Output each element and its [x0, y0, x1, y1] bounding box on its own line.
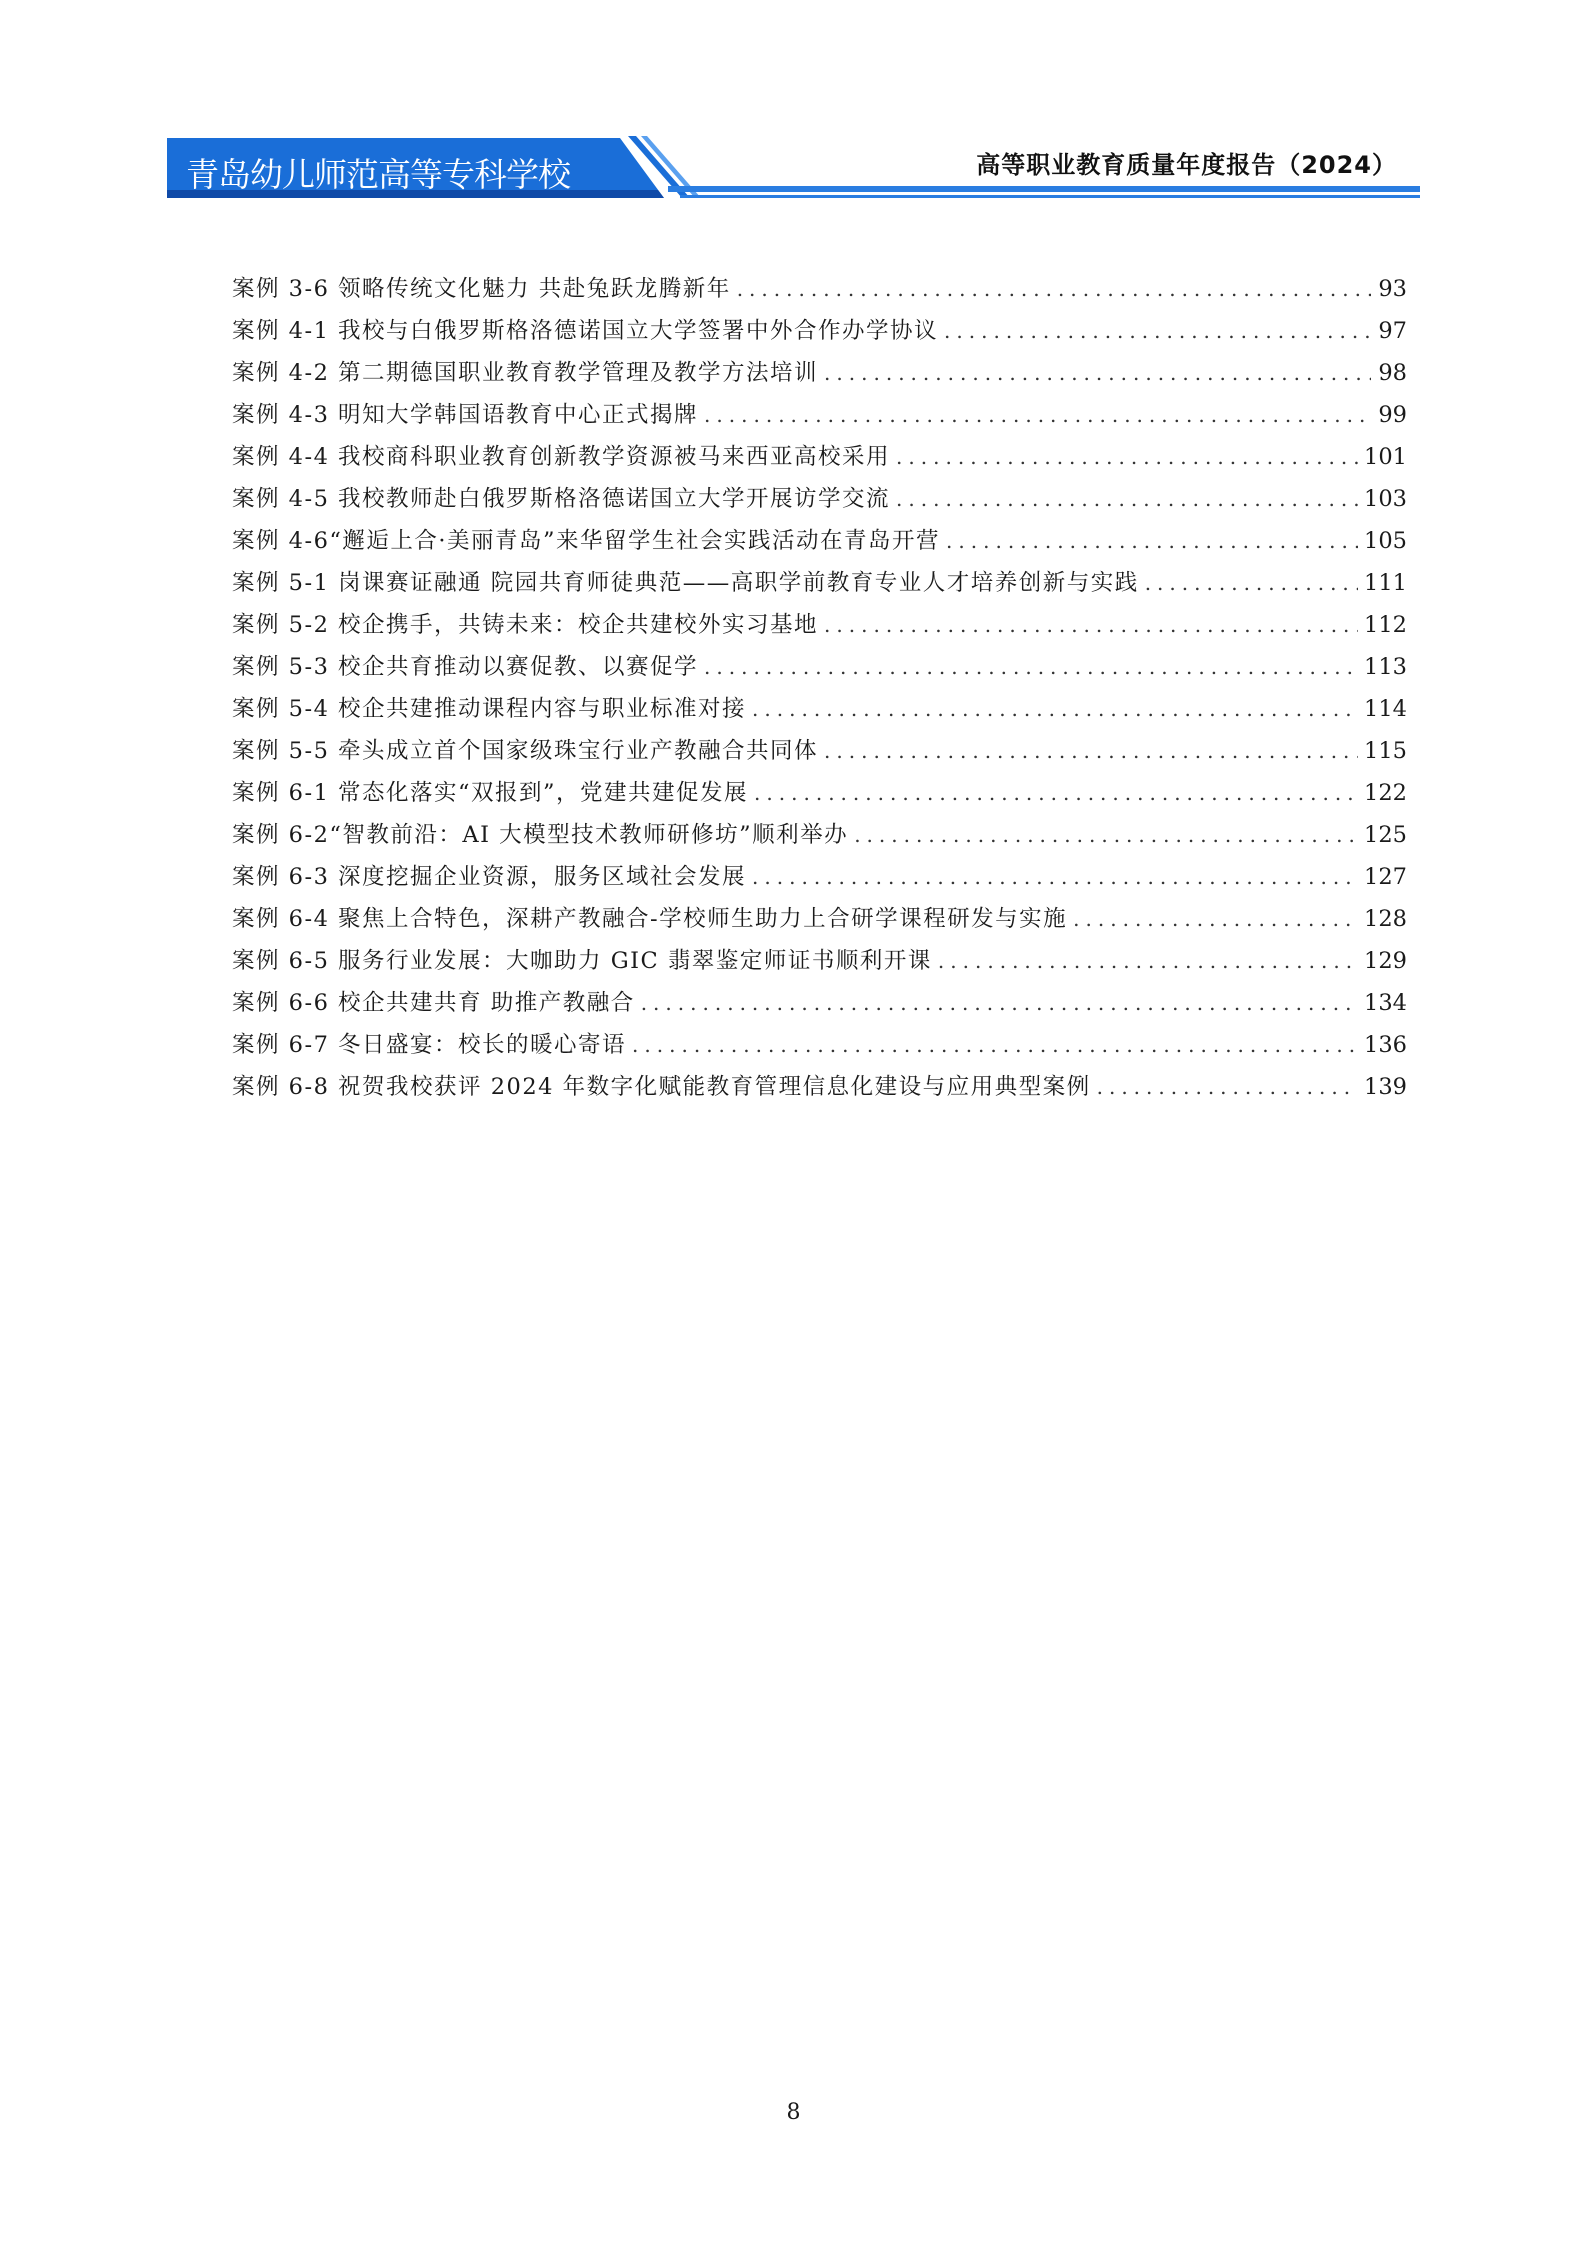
- toc-entry-page-number: 122: [1364, 780, 1407, 806]
- toc-entry-title: 案例 3-6 领略传统文化魅力 共赴兔跃龙腾新年: [232, 276, 731, 302]
- toc-entry-page-number: 114: [1364, 696, 1407, 722]
- toc-dot-leader: [754, 772, 1358, 814]
- toc-entry-page-number: 101: [1364, 444, 1407, 470]
- toc-entry-page-number: 129: [1364, 948, 1407, 974]
- toc-entry-page-number: 125: [1364, 822, 1407, 848]
- toc-dot-leader: [632, 1024, 1358, 1066]
- toc-entry-title: 案例 6-4 聚焦上合特色，深耕产教融合-学校师生助力上合研学课程研发与实施: [232, 906, 1068, 932]
- toc-dot-leader: [824, 604, 1358, 646]
- toc-dot-leader: [641, 982, 1358, 1024]
- page-number: 8: [786, 2100, 801, 2125]
- toc-entry[interactable]: [232, 898, 1407, 940]
- toc-entry-title: 案例 4-1 我校与白俄罗斯格洛德诺国立大学签署中外合作办学协议: [232, 318, 939, 344]
- toc-entry[interactable]: [232, 1066, 1407, 1108]
- toc-entry[interactable]: [232, 478, 1407, 520]
- toc-dot-leader: [946, 520, 1358, 562]
- toc-entry-page-number: 139: [1364, 1074, 1407, 1100]
- toc-entry[interactable]: [232, 604, 1407, 646]
- toc-entry-page-number: 99: [1378, 402, 1407, 428]
- toc-entry-title: 案例 6-1 常态化落实“双报到”，党建共建促发展: [232, 780, 749, 806]
- toc-entry-title: 案例 4-3 明知大学韩国语教育中心正式揭牌: [232, 402, 699, 428]
- toc-entry-page-number: 111: [1364, 570, 1407, 596]
- toc-entry[interactable]: [232, 688, 1407, 730]
- toc-entry[interactable]: [232, 730, 1407, 772]
- toc-dot-leader: [752, 688, 1358, 730]
- toc-entry-title: 案例 5-3 校企共育推动以赛促教、以赛促学: [232, 654, 699, 680]
- toc-dot-leader: [896, 436, 1358, 478]
- toc-entry-title: 案例 4-5 我校教师赴白俄罗斯格洛德诺国立大学开展访学交流: [232, 486, 891, 512]
- toc-dot-leader: [824, 730, 1358, 772]
- toc-dot-leader: [944, 310, 1371, 352]
- toc-dot-leader: [737, 268, 1371, 310]
- toc-entry-title: 案例 5-2 校企携手，共铸未来：校企共建校外实习基地: [232, 612, 819, 638]
- toc-dot-leader: [704, 394, 1371, 436]
- toc-entry-page-number: 97: [1378, 318, 1407, 344]
- toc-entry[interactable]: [232, 268, 1407, 310]
- toc-dot-leader: [704, 646, 1358, 688]
- page-header: [0, 0, 1587, 210]
- toc-dot-leader: [1073, 898, 1358, 940]
- toc-entry-page-number: 112: [1364, 612, 1407, 638]
- toc-dot-leader: [896, 478, 1358, 520]
- toc-entry[interactable]: [232, 562, 1407, 604]
- toc-entry-page-number: 103: [1364, 486, 1407, 512]
- school-name: 青岛幼儿师范高等专科学校: [186, 155, 570, 194]
- report-title: 高等职业教育质量年度报告（2024）: [976, 151, 1397, 179]
- toc-entry[interactable]: [232, 520, 1407, 562]
- toc-dot-leader: [1145, 562, 1358, 604]
- toc-entry-title: 案例 5-1 岗课赛证融通 院园共育师徒典范——高职学前教育专业人才培养创新与实践: [232, 570, 1139, 596]
- toc-entry-title: 案例 6-2“智教前沿：AI 大模型技术教师研修坊”顺利举办: [232, 822, 849, 848]
- toc-entry-title: 案例 6-3 深度挖掘企业资源，服务区域社会发展: [232, 864, 747, 890]
- toc-entry[interactable]: [232, 940, 1407, 982]
- toc-entry-page-number: 128: [1364, 906, 1407, 932]
- toc-entry[interactable]: [232, 646, 1407, 688]
- toc-dot-leader: [824, 352, 1371, 394]
- toc-entry-page-number: 136: [1364, 1032, 1407, 1058]
- toc-entry-title: 案例 6-7 冬日盛宴：校长的暖心寄语: [232, 1032, 627, 1058]
- table-of-contents: [232, 268, 1407, 1108]
- toc-entry[interactable]: [232, 856, 1407, 898]
- toc-dot-leader: [938, 940, 1358, 982]
- toc-entry[interactable]: [232, 772, 1407, 814]
- toc-entry[interactable]: [232, 310, 1407, 352]
- toc-entry-title: 案例 4-2 第二期德国职业教育教学管理及教学方法培训: [232, 360, 819, 386]
- toc-entry-title: 案例 6-5 服务行业发展：大咖助力 GIC 翡翠鉴定师证书顺利开课: [232, 948, 932, 974]
- toc-entry-title: 案例 5-4 校企共建推动课程内容与职业标准对接: [232, 696, 747, 722]
- toc-entry-title: 案例 5-5 牵头成立首个国家级珠宝行业产教融合共同体: [232, 738, 819, 764]
- toc-entry-page-number: 115: [1364, 738, 1407, 764]
- toc-entry-page-number: 127: [1364, 864, 1407, 890]
- toc-entry-page-number: 134: [1364, 990, 1407, 1016]
- toc-entry-title: 案例 4-6“邂逅上合·美丽青岛”来华留学生社会实践活动在青岛开营: [232, 528, 941, 554]
- toc-entry-title: 案例 6-6 校企共建共育 助推产教融合: [232, 990, 635, 1016]
- toc-entry[interactable]: [232, 814, 1407, 856]
- toc-entry-page-number: 113: [1364, 654, 1407, 680]
- toc-entry[interactable]: [232, 1024, 1407, 1066]
- toc-dot-leader: [1097, 1066, 1358, 1108]
- toc-entry-title: 案例 4-4 我校商科职业教育创新教学资源被马来西亚高校采用: [232, 444, 891, 470]
- toc-dot-leader: [854, 814, 1358, 856]
- toc-entry[interactable]: [232, 394, 1407, 436]
- toc-entry-title: 案例 6-8 祝贺我校获评 2024 年数字化赋能教育管理信息化建设与应用典型案例: [232, 1074, 1091, 1100]
- toc-entry[interactable]: [232, 352, 1407, 394]
- toc-dot-leader: [752, 856, 1358, 898]
- toc-entry-page-number: 98: [1378, 360, 1407, 386]
- toc-entry[interactable]: [232, 436, 1407, 478]
- toc-entry-page-number: 93: [1378, 276, 1407, 302]
- toc-entry-page-number: 105: [1364, 528, 1407, 554]
- toc-entry[interactable]: [232, 982, 1407, 1024]
